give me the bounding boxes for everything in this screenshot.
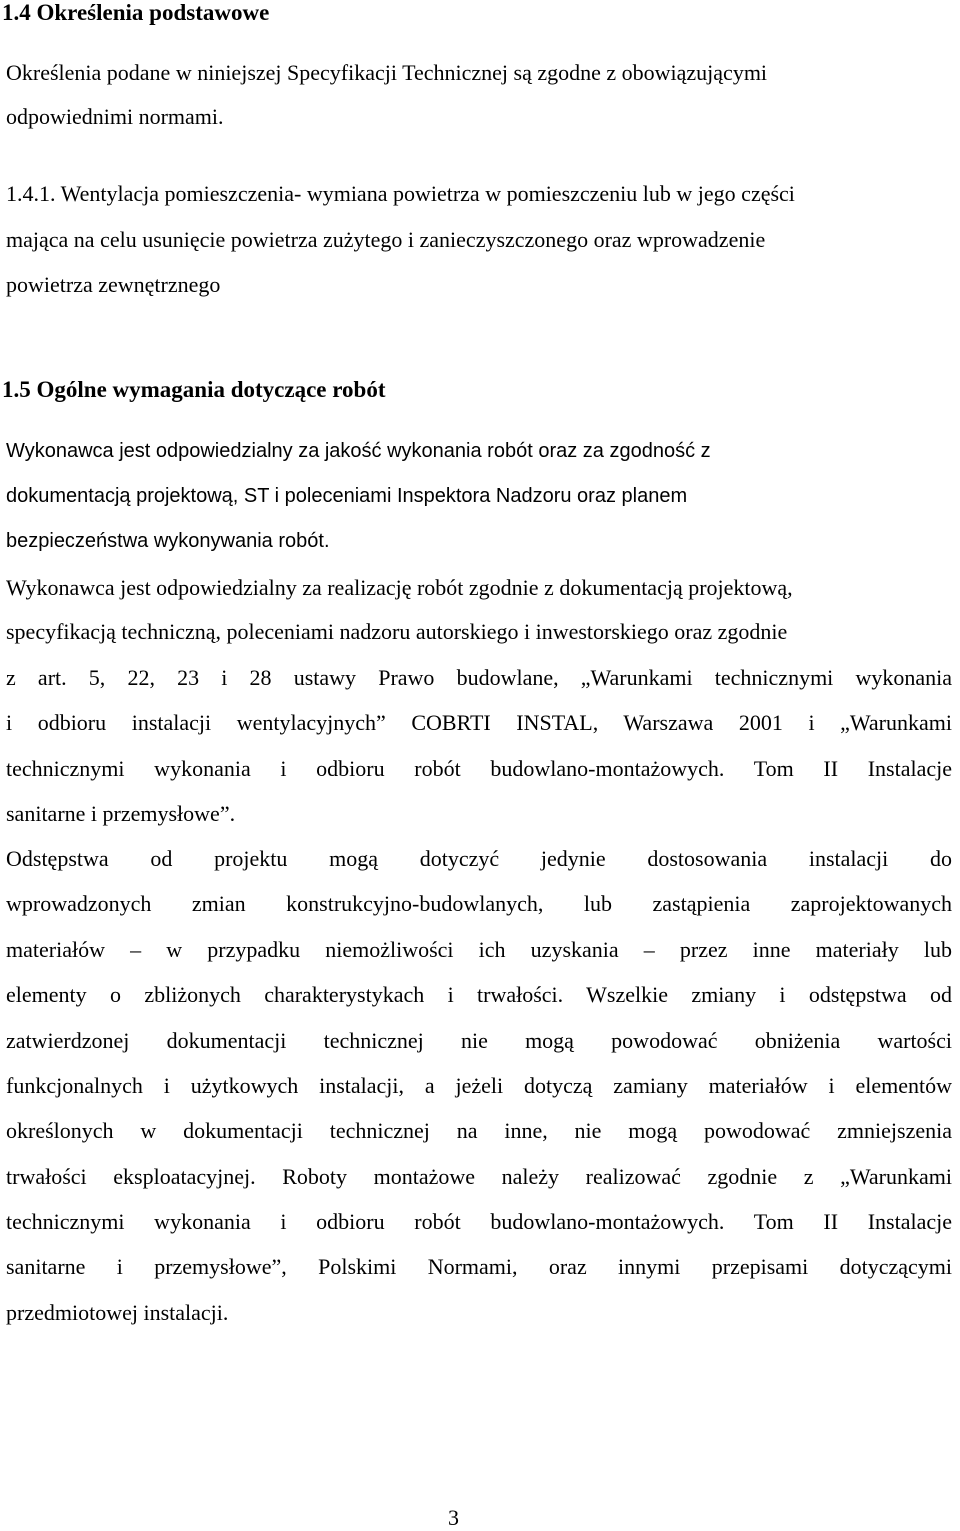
paragraph-line: specyfikacją techniczną, poleceniami nadzoru autorskiego i inwestorskiego oraz zgodnie xyxy=(6,619,788,644)
paragraph-line: określonych w dokumentacji technicznej na inne, nie mogą powodować zmniejszenia xyxy=(6,1118,952,1143)
paragraph-line: technicznymi wykonania i odbioru robót budowlano-montażowych. Tom II Instalacje xyxy=(6,1209,952,1234)
paragraph-line: elementy o zbliżonych charakterystykach i trwałości. Wszelkie zmiany i odstępstwa od xyxy=(6,982,952,1007)
paragraph-line: z art. 5, 22, 23 i 28 ustawy Prawo budowlane, „Warunkami technicznymi wykonania xyxy=(6,665,952,690)
definition-line: 1.4.1. Wentylacja pomieszczenia- wymiana powietrza w pomieszczeniu lub w jego części xyxy=(6,181,795,206)
paragraph-line: trwałości eksploatacyjnej. Roboty montażowe należy realizować zgodnie z „Warunkami xyxy=(6,1164,952,1189)
paragraph-line: Określenia podane w niniejszej Specyfikacji Technicznej są zgodne z obowiązującymi xyxy=(6,60,768,85)
paragraph-line: bezpieczeństwa wykonywania robót. xyxy=(6,530,330,552)
section-heading-1-4: 1.4 Określenia podstawowe xyxy=(2,0,270,25)
paragraph-line: materiałów – w przypadku niemożliwości ich uzyskania – przez inne materiały lub xyxy=(6,937,952,962)
paragraph-line: odpowiednimi normami. xyxy=(6,104,224,129)
paragraph-line: i odbioru instalacji wentylacyjnych” COBRTI INSTAL, Warszawa 2001 i „Warunkami xyxy=(6,710,952,735)
paragraph-line: Wykonawca jest odpowiedzialny za jakość wykonania robót oraz za zgodność z xyxy=(6,440,711,462)
paragraph-line: sanitarne i przemysłowe”. xyxy=(6,801,236,826)
paragraph-line: technicznymi wykonania i odbioru robót budowlano-montażowych. Tom II Instalacje xyxy=(6,756,952,781)
section-heading-1-5: 1.5 Ogólne wymagania dotyczące robót xyxy=(2,377,386,402)
paragraph-line: Wykonawca jest odpowiedzialny za realizację robót zgodnie z dokumentacją projektową, xyxy=(6,575,793,600)
paragraph-line: Odstępstwa od projektu mogą dotyczyć jedynie dostosowania instalacji do xyxy=(6,846,952,871)
paragraph-line: wprowadzonych zmian konstrukcyjno-budowlanych, lub zastąpienia zaprojektowanych xyxy=(6,891,952,916)
paragraph-line: sanitarne i przemysłowe”, Polskimi Normami, oraz innymi przepisami dotyczącymi xyxy=(6,1254,952,1279)
paragraph-line: dokumentacją projektową, ST i poleceniami Inspektora Nadzoru oraz planem xyxy=(6,485,688,507)
page-number: 3 xyxy=(448,1505,459,1530)
paragraph-line: przedmiotowej instalacji. xyxy=(6,1300,229,1325)
paragraph-line: zatwierdzonej dokumentacji technicznej nie mogą powodować obniżenia wartości xyxy=(6,1028,952,1053)
paragraph-line: funkcjonalnych i użytkowych instalacji, a jeżeli dotyczą zamiany materiałów i elementów xyxy=(6,1073,952,1098)
definition-line: mająca na celu usunięcie powietrza zużytego i zanieczyszczonego oraz wprowadzenie xyxy=(6,227,766,252)
definition-line: powietrza zewnętrznego xyxy=(6,272,221,297)
